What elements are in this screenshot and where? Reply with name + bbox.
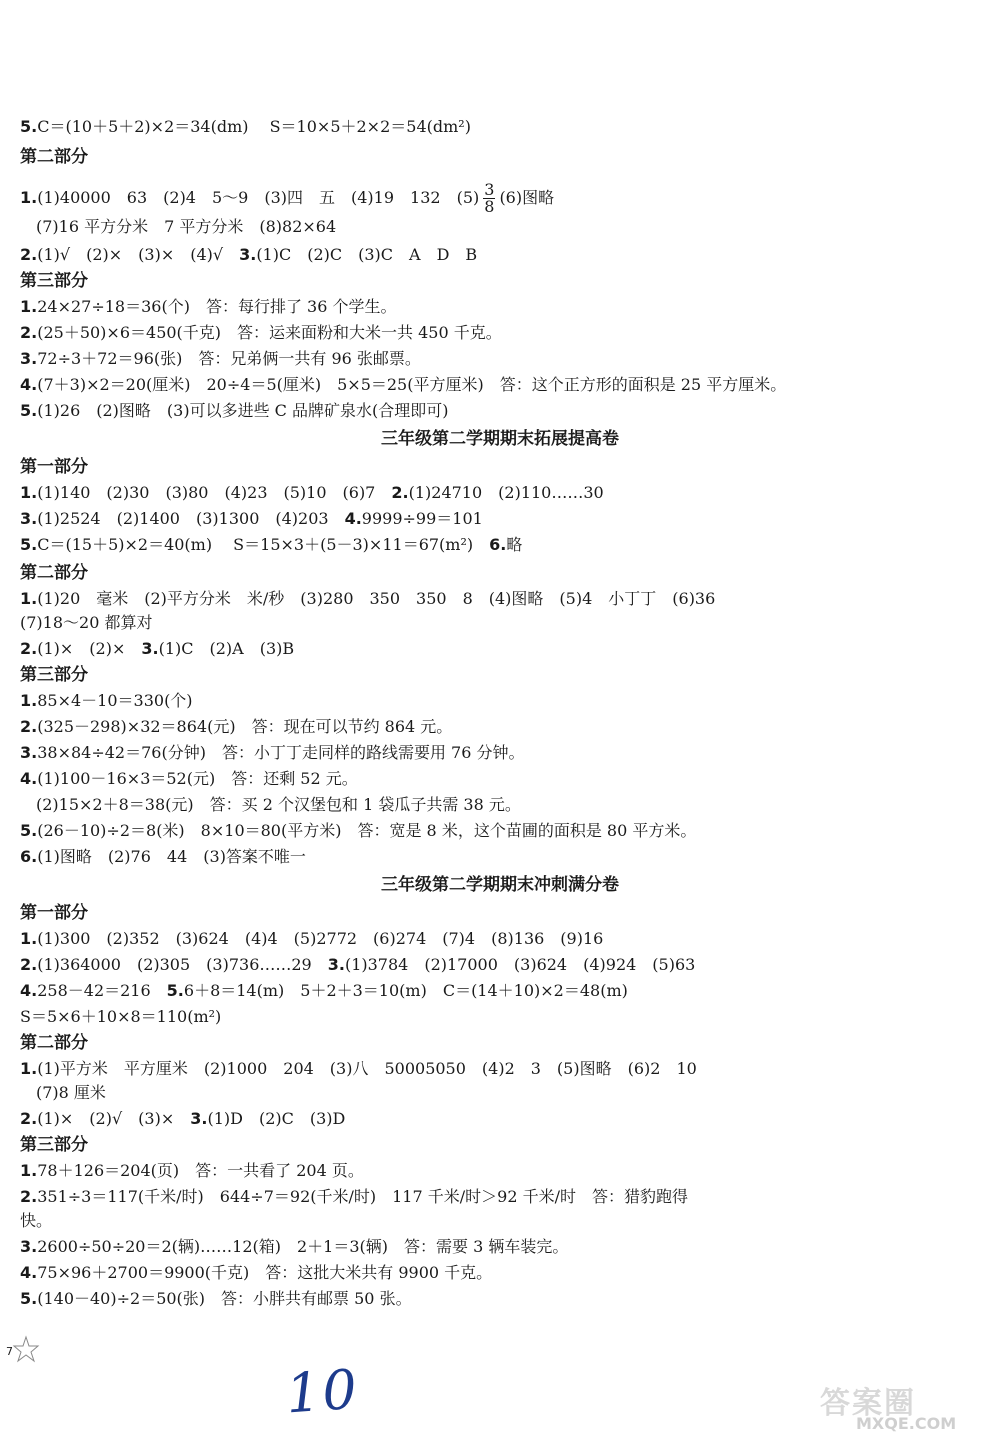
- exam-title: 三年级第二学期期末冲刺满分卷: [381, 875, 619, 895]
- answer-line: 4.(1)100－16×3＝52(元) 答：还剩 52 元。: [20, 769, 358, 788]
- answer-line: 2.(1)364000 (2)305 (3)736……29 3.(1)3784 (2)17000 (3)624 (4)924 (5)63: [20, 955, 696, 974]
- page-number: 7: [6, 1345, 13, 1358]
- answer-line: 1.85×4－10＝330(个): [20, 691, 193, 710]
- answer-line: 2.(1)× (2)× 3.(1)C (2)A (3)B: [20, 639, 295, 658]
- section-heading: 第二部分: [20, 563, 88, 583]
- section-heading: 第二部分: [20, 1033, 88, 1053]
- answer-line: 5.(26－10)÷2＝8(米) 8×10＝80(平方米) 答：宽是 8 米，这个苗圃的面积是 80 平方米。: [20, 821, 697, 840]
- answer-line: 3.72÷3＋72＝96(张) 答：兄弟俩一共有 96 张邮票。: [20, 349, 421, 368]
- section-heading: 第三部分: [20, 665, 88, 685]
- answer-line: 4.258－42＝216 5.6＋8＝14(m) 5＋2＋3＝10(m) C＝(14＋10)×2＝48(m): [20, 981, 628, 1000]
- watermark-text: 答案圈: [820, 1386, 916, 1421]
- handwritten-note: 10: [283, 1357, 361, 1426]
- answer-line: 1.78＋126＝204(页) 答：一共看了 204 页。: [20, 1161, 364, 1180]
- answer-line: 3.2600÷50÷20＝2(辆)……12(箱) 2＋1＝3(辆) 答：需要 3 辆车装完。: [20, 1237, 569, 1256]
- answer-line: 1.(1)140 (2)30 (3)80 (4)23 (5)10 (6)7 2.(1)24710 (2)110……30: [20, 483, 604, 502]
- section-heading: 第一部分: [20, 457, 88, 477]
- section-heading: 第一部分: [20, 903, 88, 923]
- answer-line: 2.(1)√ (2)× (3)× (4)√ 3.(1)C (2)C (3)C A D B: [20, 245, 478, 264]
- exam-title: 三年级第二学期期末拓展提高卷: [381, 429, 619, 449]
- answer-line: (2)15×2＋8＝38(元) 答：买 2 个汉堡包和 1 袋瓜子共需 38 元。: [36, 795, 521, 814]
- section-heading: 第三部分: [20, 1135, 88, 1155]
- fraction: $\frac{3}{8}$: [484, 180, 495, 216]
- answer-line: 2.(325－298)×32＝864(元) 答：现在可以节约 864 元。: [20, 717, 453, 736]
- answer-line: 2.(1)× (2)√ (3)× 3.(1)D (2)C (3)D: [20, 1109, 346, 1128]
- answer-line: 3.38×84÷42＝76(分钟) 答：小丁丁走同样的路线需要用 76 分钟。: [20, 743, 525, 762]
- answer-line: 2.(25＋50)×6＝450(千克) 答：运来面粉和大米一共 450 千克。: [20, 323, 502, 342]
- answer-line: 2.351÷3＝117(千米/时) 644÷7＝92(千米/时) 117 千米/时＞92 千米/时 答：猎豹跑得: [20, 1187, 688, 1206]
- answer-line: 3.(1)2524 (2)1400 (3)1300 (4)203 4.9999÷99＝101: [20, 509, 483, 528]
- section-heading: 第二部分: [20, 147, 88, 167]
- watermark-url: MXQE.COM: [856, 1414, 957, 1433]
- answer-line: 4.(7＋3)×2＝20(厘米) 20÷4＝5(厘米) 5×5＝25(平方厘米) 答：这个正方形的面积是 25 平方厘米。: [20, 375, 787, 394]
- answer-line: 4.75×96＋2700＝9900(千克) 答：这批大米共有 9900 千克。: [20, 1263, 493, 1282]
- answer-line: 1.(1)平方米 平方厘米 (2)1000 204 (3)八 50005050 (4)2 3 (5)图略 (6)2 10: [20, 1059, 697, 1078]
- answer-line: (7)16 平方分米 7 平方分米 (8)82×64: [36, 217, 337, 236]
- answer-line: (7)8 厘米: [36, 1083, 106, 1102]
- answer-line: 1.(1)20 毫米 (2)平方分米 米/秒 (3)280 350 350 8 (4)图略 (5)4 小丁丁 (6)36: [20, 589, 716, 608]
- answer-line: 快。: [20, 1211, 53, 1230]
- answer-line: 5.(140－40)÷2＝50(张) 答：小胖共有邮票 50 张。: [20, 1289, 412, 1308]
- section-heading: 第三部分: [20, 271, 88, 291]
- answer-line: 1.(1)300 (2)352 (3)624 (4)4 (5)2772 (6)274 (7)4 (8)136 (9)16: [20, 929, 604, 948]
- answer-line: 6.(1)图略 (2)76 44 (3)答案不唯一: [20, 847, 306, 866]
- star-icon: [12, 1335, 40, 1363]
- answer-line: 5.C＝(15＋5)×2＝40(m) S＝15×3＋(5－3)×11＝67(m²) 6.略: [20, 535, 523, 554]
- answer-line: (7)18～20 都算对: [20, 613, 153, 632]
- watermark-logo: [820, 1378, 990, 1433]
- answer-line: S＝5×6＋10×8＝110(m²): [20, 1007, 222, 1026]
- answer-line: 1.(1)40000 63 (2)4 5～9 (3)四 五 (4)19 132 (5) $\frac{3}{8}$ (6)图略: [20, 180, 555, 216]
- answer-line: 1.24×27÷18＝36(个) 答：每行排了 36 个学生。: [20, 297, 397, 316]
- answer-line: 5.(1)26 (2)图略 (3)可以多进些 C 品牌矿泉水(合理即可): [20, 401, 449, 420]
- answer-line: 5.C＝(10＋5＋2)×2＝34(dm) S＝10×5＋2×2＝54(dm²): [20, 117, 471, 136]
